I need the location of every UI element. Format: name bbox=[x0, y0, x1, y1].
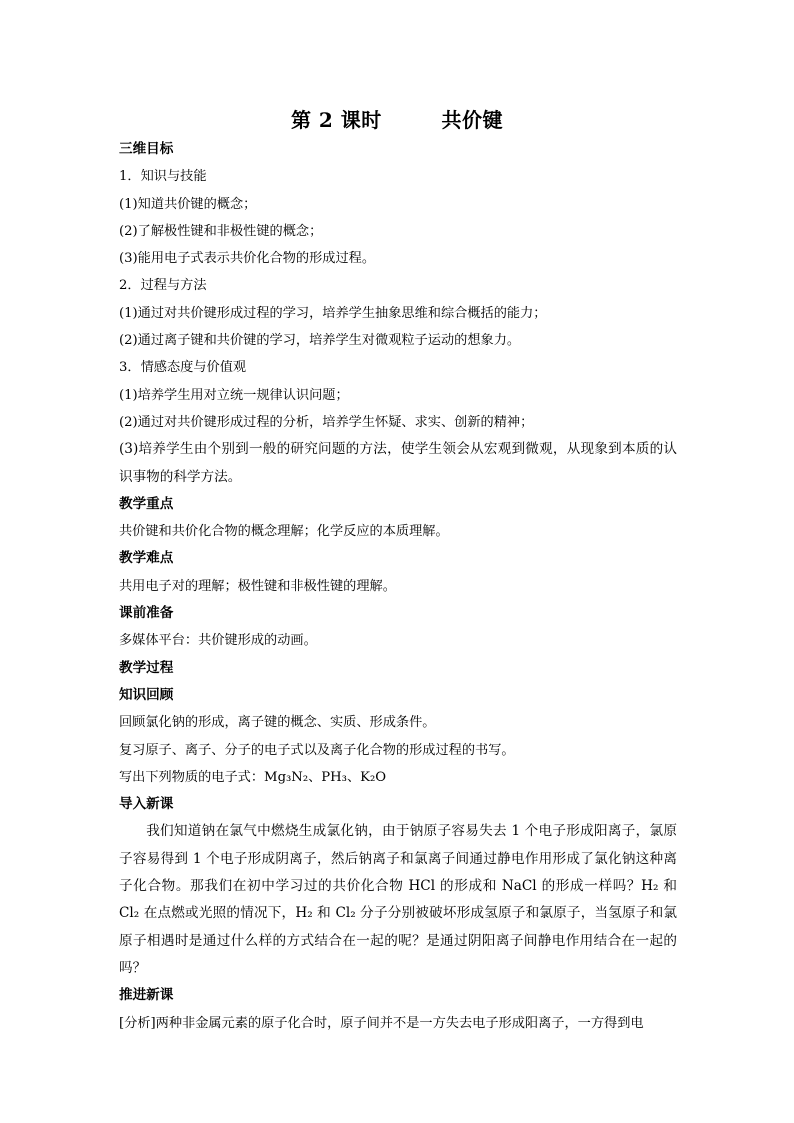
goal-item: (1)通过对共价键形成过程的学习，培养学生抽象思维和综合概括的能力； bbox=[119, 305, 547, 321]
heading-three-dimensional-goals: 三维目标 bbox=[119, 141, 174, 157]
goal-item: (1)培养学生用对立统一规律认识问题； bbox=[119, 387, 349, 403]
goal-knowledge-skills: 1．知识与技能 bbox=[119, 169, 207, 185]
teaching-focus-text: 共价键和共价化合物的概念理解；化学反应的本质理解。 bbox=[119, 524, 449, 540]
page-title: 第 2 课时 共价键 bbox=[290, 108, 504, 132]
teaching-difficulty-text: 共用电子对的理解；极性键和非极性键的理解。 bbox=[119, 578, 396, 594]
goal-item: (2)通过对共价键形成过程的分析，培养学生怀疑、求实、创新的精神； bbox=[119, 414, 534, 430]
review-line: 复习原子、离子、分子的电子式以及离子化合物的形成过程的书写。 bbox=[119, 742, 515, 758]
goal-item: (2)了解极性键和非极性键的概念； bbox=[119, 223, 323, 239]
goal-item: (1)知道共价键的概念； bbox=[119, 196, 257, 212]
review-line: 回顾氯化钠的形成，离子键的概念、实质、形成条件。 bbox=[119, 715, 436, 731]
heading-teaching-focus: 教学重点 bbox=[119, 495, 174, 512]
heading-new-lesson: 推进新课 bbox=[119, 987, 174, 1004]
heading-teaching-process: 教学过程 bbox=[119, 659, 174, 676]
heading-introduction: 导入新课 bbox=[119, 796, 174, 813]
introduction-paragraph: 我们知道钠在氯气中燃烧生成氯化钠，由于钠原子容易失去 1 个电子形成阳离子，氯原子容易得到 1 个电子形成阴离子，然后钠离子和氯离子间通过静电作用形成了氯化钠这种离子化合物。那我们在初中学习过的共价化合物 HCl 的形成和 NaCl 的形成一样吗？H₂ 和 Cl₂ 在点燃或光照的情况下，H₂ 和 Cl₂ 分子分别被破坏形成氢原子和氯原子，当氢原子和氯原子相遇时是通过什么样的方式结合在一起的呢？是通过阴阳离子间静电作用结合在一起的吗？ bbox=[119, 823, 677, 976]
heading-knowledge-review: 知识回顾 bbox=[119, 686, 174, 703]
heading-preparation: 课前准备 bbox=[119, 605, 174, 622]
goal-item-paragraph: (3)培养学生由个别到一般的研究问题的方法，使学生领会从宏观到微观，从现象到本质的认识事物的科学方法。 bbox=[119, 441, 677, 485]
heading-teaching-difficulty: 教学难点 bbox=[119, 550, 174, 567]
preparation-text: 多媒体平台：共价键形成的动画。 bbox=[119, 633, 317, 649]
goal-item: (3)能用电子式表示共价化合物的形成过程。 bbox=[119, 251, 376, 267]
analysis-line: [分析]两种非金属元素的原子化合时，原子间并不是一方失去电子形成阳离子，一方得到电 bbox=[119, 1015, 644, 1031]
goal-process-methods: 2．过程与方法 bbox=[119, 278, 207, 294]
review-line: 写出下列物质的电子式：Mg₃N₂、PH₃、K₂O bbox=[119, 769, 387, 785]
goal-attitude-values: 3．情感态度与价值观 bbox=[119, 360, 247, 376]
document-body bbox=[119, 136, 677, 1037]
goal-item: (2)通过离子键和共价键的学习，培养学生对微观粒子运动的想象力。 bbox=[119, 333, 521, 349]
